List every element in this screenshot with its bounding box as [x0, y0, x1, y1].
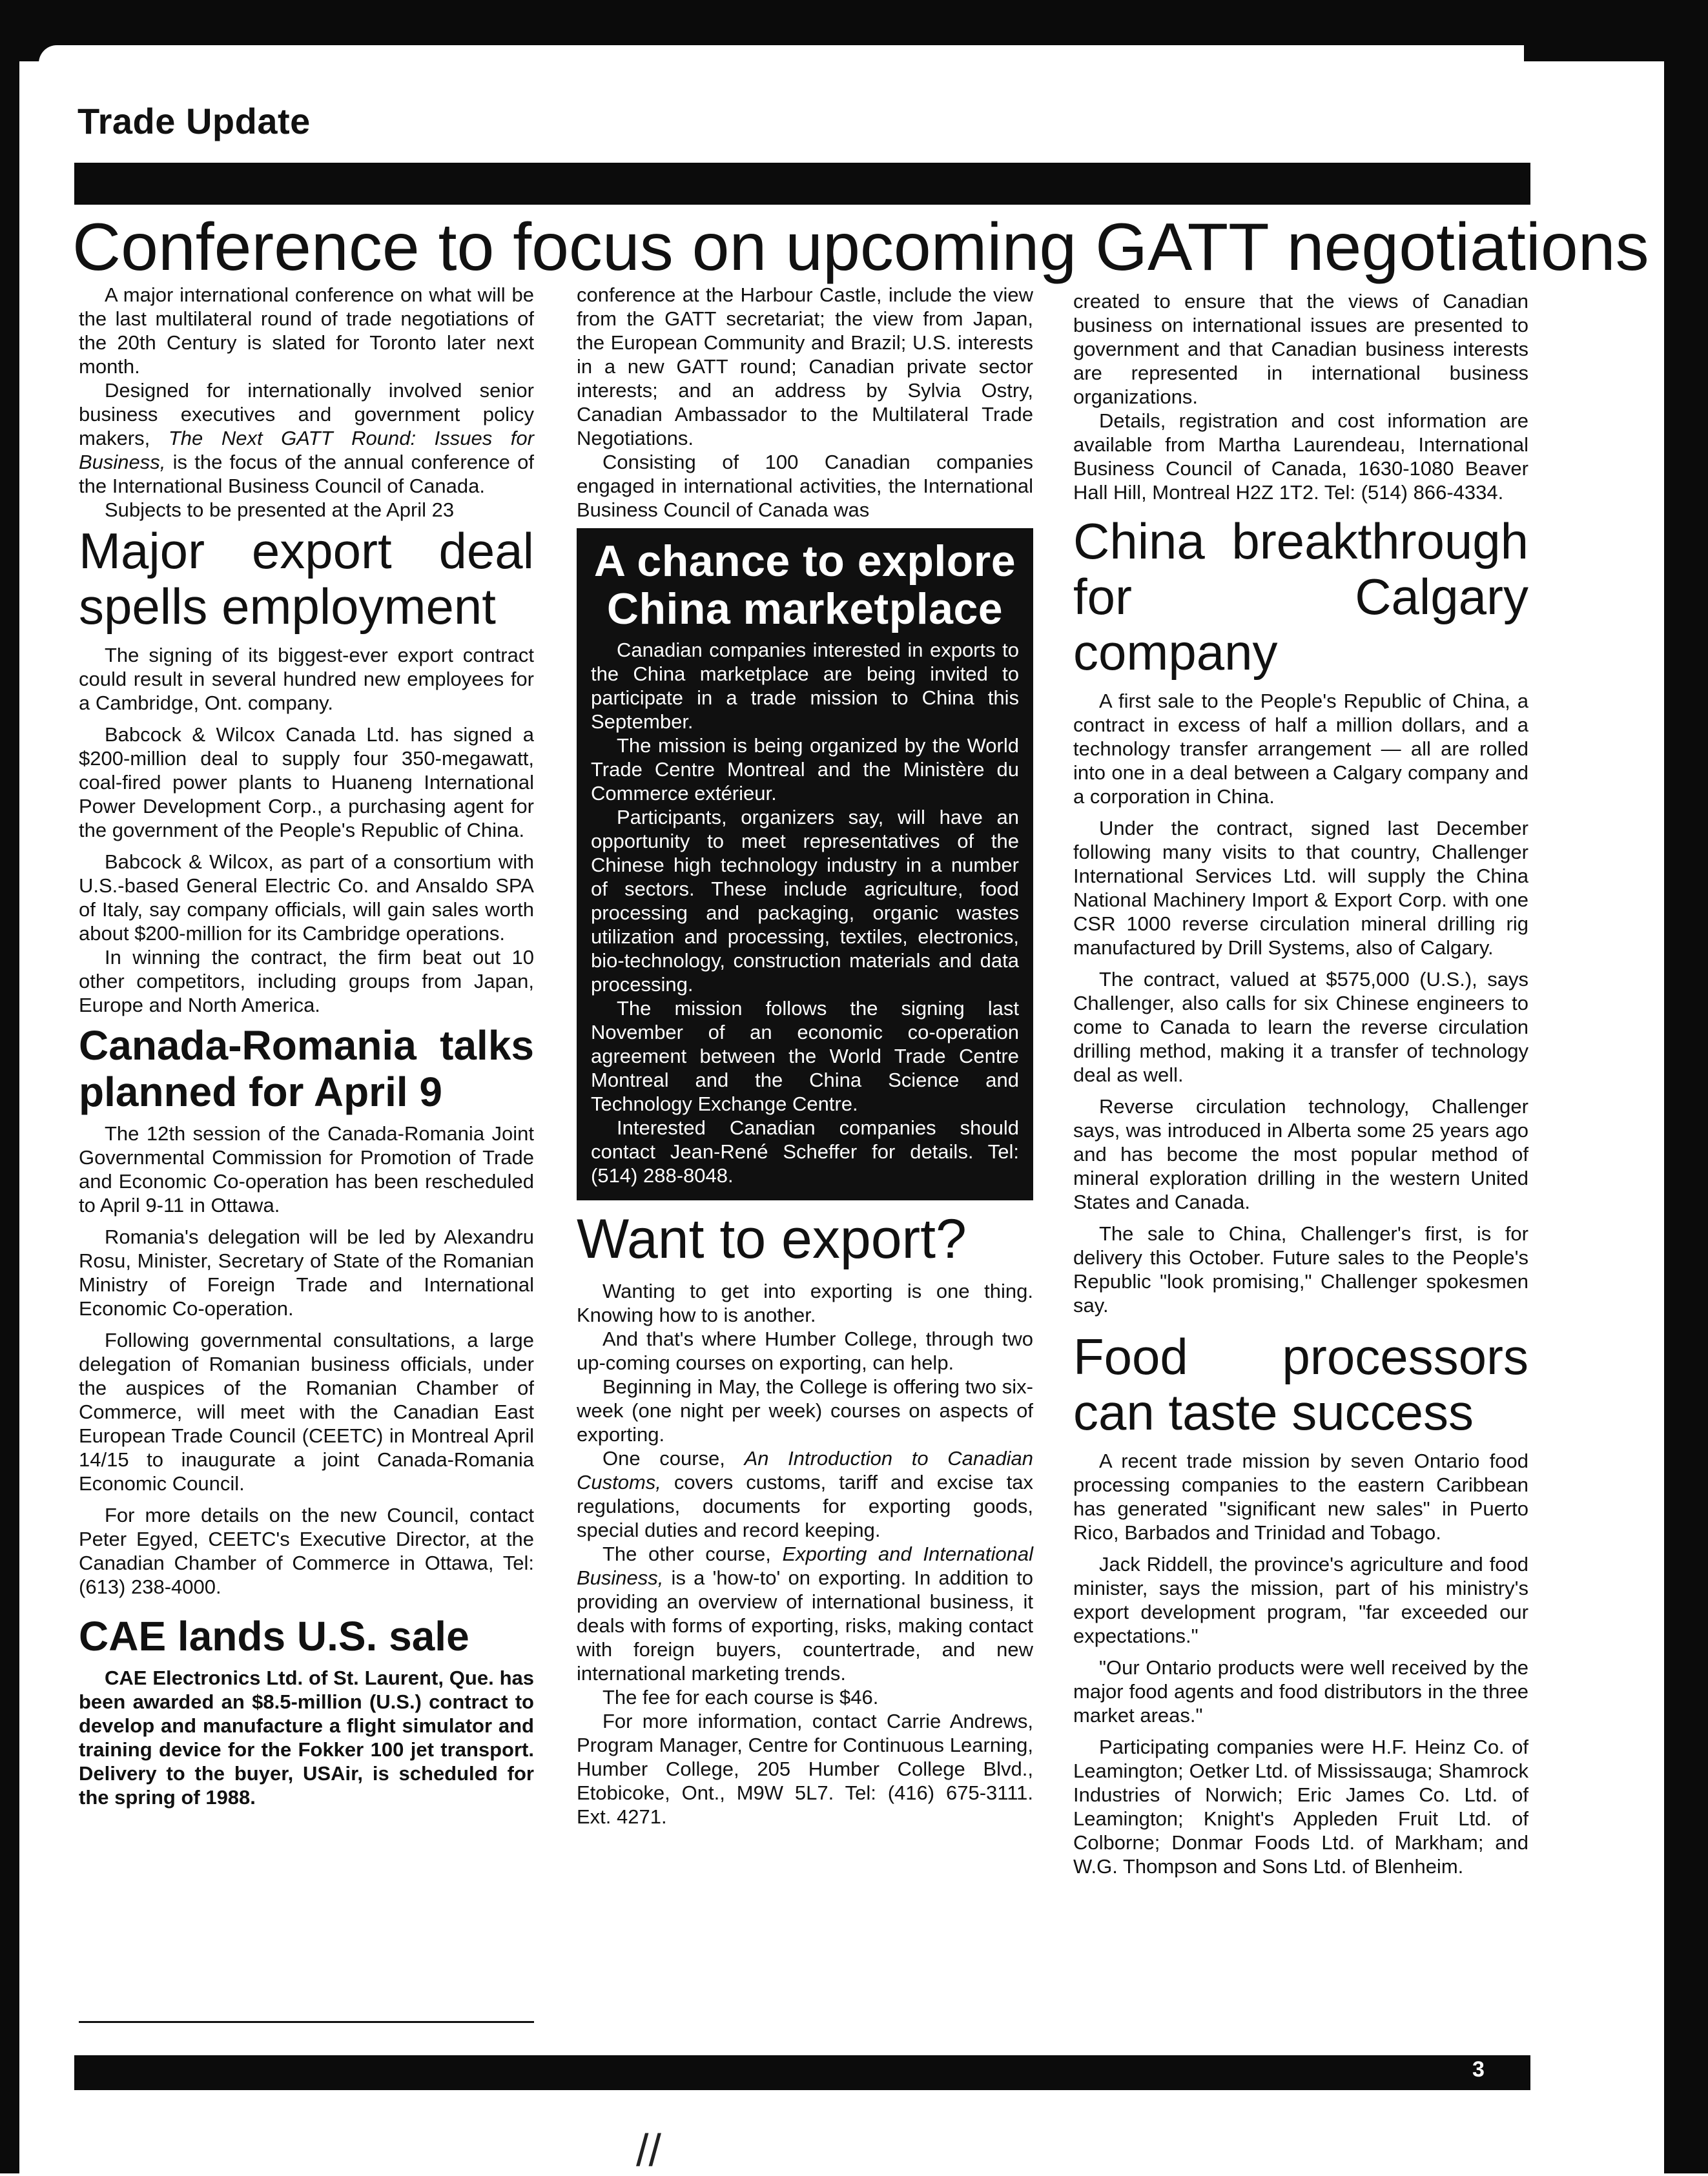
gatt-paragraph: conference at the Harbour Castle, include the view from the GATT secretariat; the view from Japan, the European Community and Brazil; U.S. interests in a new GATT round; Canadian private sector interests; and an address by Sylvia Ostry, Canadian Ambassador to the Multilateral Trade Negotiations.	[577, 283, 1033, 449]
gatt-paragraph: Subjects to be presented at the April 23	[105, 498, 455, 521]
china-marketplace-sidebar	[577, 528, 1033, 1200]
article-paragraph: The signing of its biggest-ever export contract could result in several hundred new employees for a Cambridge, Ont. company.	[79, 644, 534, 714]
sidebar-paragraph: Interested Canadian companies should contact Jean-René Scheffer for details. Tel: (514) 288-8048.	[591, 1116, 1019, 1187]
article-paragraph: Jack Riddell, the province's agriculture and food minister, says the mission, part of his ministry's export development program, "far exceeded our expectations."	[1073, 1553, 1528, 1647]
article-paragraph: The fee for each course is $46.	[602, 1686, 879, 1709]
cae-headline: CAE lands U.S. sale	[79, 1613, 469, 1659]
gatt-paragraph: Designed for internationally involved senior business executives and government policy makers, The Next GATT Round: Issues for Business, is the focus of the annual conference of the International Business Council of Canada.	[79, 379, 534, 497]
article-paragraph: Babcock & Wilcox, as part of a consortium with U.S.-based General Electric Co. and Ansaldo SPA of Italy, say company officials, will gain sales worth about $200-million for its Cambridge operations.	[79, 850, 534, 945]
gatt-paragraph: Consisting of 100 Canadian companies engaged in international activities, the International Business Council of Canada was	[577, 451, 1033, 521]
want-export-headline: Want to export?	[577, 1208, 967, 1270]
column-left	[79, 283, 534, 1809]
article-paragraph: The sale to China, Challenger's first, is for delivery this October. Future sales to the People's Republic "look promising," Challenger spokesmen say.	[1073, 1222, 1528, 1317]
food-headline: Food processors can taste success	[1073, 1328, 1528, 1441]
sidebar-paragraph: The mission is being organized by the World Trade Centre Montreal and the Ministère du Commerce extérieur.	[591, 734, 1019, 805]
cae-body	[79, 1666, 534, 1809]
scan-right-border	[1664, 0, 1708, 2173]
article-paragraph: For more details on the new Council, contact Peter Egyed, CEETC's Executive Director, at the Canadian Chamber of Commerce in Ottawa, Tel: (613) 238-4000.	[79, 1504, 534, 1598]
article-paragraph: The 12th session of the Canada-Romania Joint Governmental Commission for Promotion of Trade and Economic Co-operation has been rescheduled to April 9-11 in Ottawa.	[79, 1122, 534, 1216]
column-middle	[577, 283, 1033, 1829]
article-paragraph: In winning the contract, the firm beat out 10 other competitors, including groups from Japan, Europe and North America.	[79, 946, 534, 1016]
article-paragraph: For more information, contact Carrie Andrews, Program Manager, Centre for Continuous Learning, Humber College, 205 Humber College Blvd., Etobicoke, Ont., M9W 5L7. Tel: (416) 675-3111. Ext. 4271.	[577, 1710, 1033, 1828]
scan-left-border	[0, 0, 19, 2173]
article-paragraph: "Our Ontario products were well received by the major food agents and food distributors in the three market areas."	[1073, 1656, 1528, 1727]
article-paragraph: Participating companies were H.F. Heinz Co. of Leamington; Oetker Ltd. of Mississauga; Shamrock Industries of Norwich; Eric James Co. Ltd. of Leamington; Knight's Appleden Fruit Ltd. of Colborne; Donmar Foods Ltd. of Markham; and W.G. Thompson and Sons Ltd. of Blenheim.	[1073, 1736, 1528, 1878]
scan-mark: //	[636, 2125, 661, 2175]
gatt-paragraph: A major international conference on what will be the last multilateral round of trade negotiations of the 20th Century is slated for Toronto later next month.	[79, 283, 534, 378]
sidebar-paragraph: Canadian companies interested in exports to the China marketplace are being invited to participate in a trade mission to China this September.	[591, 639, 1019, 733]
article-paragraph: The contract, valued at $575,000 (U.S.), says Challenger, also calls for six Chinese engineers to come to Canada to learn the reverse circulation drilling method, making it a transfer of technology deal as well.	[1073, 968, 1528, 1086]
page-number: 3	[1472, 2057, 1485, 2082]
sidebar-paragraph: Participants, organizers say, will have an opportunity to meet representatives of the Chinese high technology industry in a number of sectors. These include agriculture, food processing and packaging, organic wastes utilization and processing, textiles, electronics, bio-technology, construction materials and data processing.	[591, 806, 1019, 996]
article-paragraph: Beginning in May, the College is offering two six-week (one night per week) courses on aspects of exporting.	[577, 1375, 1033, 1446]
china-marketplace-headline: A chance to explore China marketplace	[593, 537, 1016, 633]
scan-edge	[39, 45, 1524, 63]
calgary-headline: China breakthrough for Calgary company	[1073, 513, 1528, 681]
export-deal-headline: Major export deal spells employment	[79, 522, 534, 635]
column-right	[1073, 289, 1528, 1878]
article-paragraph: A first sale to the People's Republic of China, a contract in excess of half a million dollars, and a technology transfer arrangement — all are rolled into one in a deal between a Calgary company and a corporation in China.	[1073, 690, 1528, 808]
article-paragraph: And that's where Humber College, through two up-coming courses on exporting, can help.	[577, 1328, 1033, 1374]
article-paragraph: CAE Electronics Ltd. of St. Laurent, Que. has been awarded an $8.5-million (U.S.) contract to develop and manufacture a flight simulator and training device for the Fokker 100 jet transport. Delivery to the buyer, USAir, is scheduled for the spring of 1988.	[79, 1667, 534, 1809]
article-paragraph: Romania's delegation will be led by Alexandru Rosu, Minister, Secretary of State of the Romanian Ministry of Foreign Trade and International Economic Co-operation.	[79, 1226, 534, 1320]
romania-headline: Canada-Romania talks planned for April 9	[79, 1022, 534, 1115]
article-paragraph: Babcock & Wilcox Canada Ltd. has signed a $200-million deal to supply four 350-megawatt, coal-fired power plants to Huaneng International Power Development Corp., a purchasing agent for the government of the People's Republic of China.	[79, 723, 534, 841]
sidebar-paragraph: The mission follows the signing last November of an economic co-operation agreement between the World Trade Centre Montreal and the China Science and Technology Exchange Centre.	[591, 997, 1019, 1115]
article-paragraph: The other course, Exporting and International Business, is a 'how-to' on exporting. In addition to providing an overview of international business, it deals with forms of exporting, risks, making contact with foreign buyers, countertrade, and new international marketing trends.	[577, 1543, 1033, 1685]
article-paragraph: Under the contract, signed last December following many visits to that country, Challenger International Services Ltd. will supply the China National Machinery Import & Export Corp. with one CSR 1000 reverse circulation mineral drilling rig manufactured by Drill Systems, also of Calgary.	[1073, 817, 1528, 959]
gatt-paragraph: Details, registration and cost information are available from Martha Laurendeau, International Business Council of Canada, 1630-1080 Beaver Hall Hill, Montreal H2Z 1T2. Tel: (514) 866-4334.	[1073, 409, 1528, 504]
top-rule-bar	[74, 163, 1530, 205]
main-headline: Conference to focus on upcoming GATT negotiations	[72, 210, 1649, 285]
article-paragraph: One course, An Introduction to Canadian Customs, covers customs, tariff and excise tax regulations, documents for exporting goods, special duties and record keeping.	[577, 1447, 1033, 1541]
article-paragraph: Wanting to get into exporting is one thing. Knowing how to is another.	[577, 1280, 1033, 1326]
scan-top-border	[0, 0, 1708, 61]
article-paragraph: Following governmental consultations, a large delegation of Romanian business officials, under the auspices of the Romanian Chamber of Commerce, will meet with the Canadian East European Trade Council (CEETC) in Montreal April 14/15 to inaugurate a joint Canada-Romania Economic Council.	[79, 1329, 534, 1495]
article-paragraph: Reverse circulation technology, Challenger says, was introduced in Alberta some 25 years ago and has become the most popular method of mineral exploration drilling in the western United States and Canada.	[1073, 1095, 1528, 1213]
section-label: Trade Update	[77, 101, 311, 141]
article-paragraph: A recent trade mission by seven Ontario food processing companies to the eastern Caribbean has generated "significant new sales" in Puerto Rico, Barbados and Trinidad and Tobago.	[1073, 1450, 1528, 1544]
column-end-rule	[79, 2021, 534, 2023]
bottom-rule-bar	[74, 2055, 1530, 2090]
gatt-paragraph: created to ensure that the views of Canadian business on international issues are presented to government and that Canadian business interests are represented in international business organizations.	[1073, 290, 1528, 408]
